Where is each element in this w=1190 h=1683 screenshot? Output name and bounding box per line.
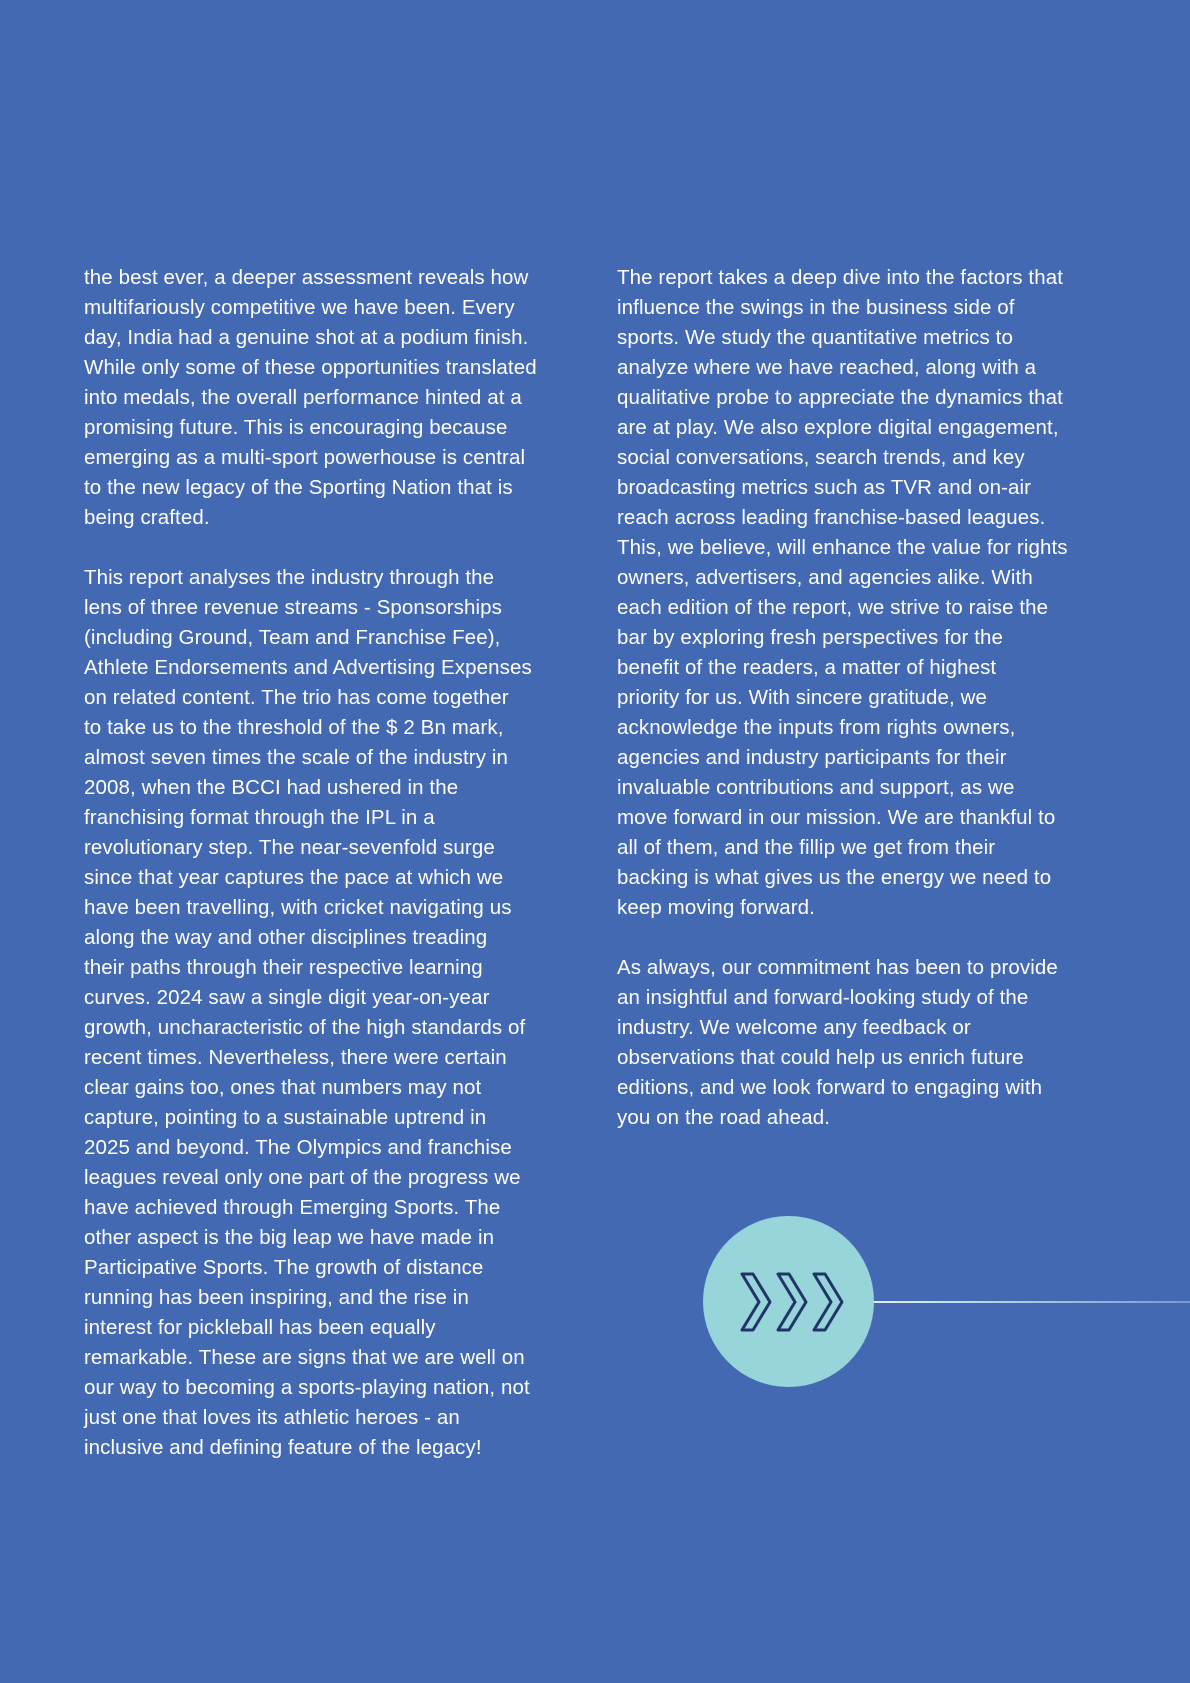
paragraph-revenue-streams: This report analyses the industry through the lens of three revenue streams - Sponsorships (including Ground, Team and Franchise Fee), Athlete Endorsements and Advertising Expenses on related content. The trio has come together to take us to the threshold of the $ 2 Bn mark, almost seven times the scale of the industry in 2008, when the BCCI had ushered in the franchising format through the IPL in a revolutionary step. The near-sevenfold surge since that year captures the pace at which we have been travelling, with cricket navigating us along the way and other disciplines treading their paths through their respective learning curves. 2024 saw a single digit year-on-year growth, uncharacteristic of the high standards of recent times. Nevertheless, there were certain clear gains too, ones that numbers may not capture, pointing to a sustainable uptrend in 2025 and beyond. The Olympics and franchise leagues reveal only one part of the progress we have achieved through Emerging Sports. The other aspect is the big leap we have made in Participative Sports. The growth of distance running has been inspiring, and the rise in interest for pickleball has been equally remarkable. These are signs that we are well on our way to becoming a sports-playing nation, not just one that loves its athletic heroes - an inclusive and defining feature of the legacy! (84, 566, 532, 1459)
right-text-column (617, 263, 1117, 1163)
left-text-column (84, 263, 584, 1493)
next-page-circle (703, 1216, 874, 1387)
triple-chevron-right-icon (736, 1269, 852, 1335)
paragraph-commitment: As always, our commitment has been to provide an insightful and forward-looking study of the industry. We welcome any feedback or observations that could help us enrich future editions, and we look forward to engaging with you on the road ahead. (617, 956, 1058, 1129)
connector-line (874, 1301, 1190, 1303)
paragraph-report-scope: The report takes a deep dive into the factors that influence the swings in the business side of sports. We study the quantitative metrics to analyze where we have reached, along with a qualitative probe to appreciate the dynamics that are at play. We also explore digital engagement, social conversations, search trends, and key broadcasting metrics such as TVR and on-air reach across leading franchise-based leagues. This, we believe, will enhance the value for rights owners, advertisers, and agencies alike. With each edition of the report, we strive to raise the bar by exploring fresh perspectives for the benefit of the readers, a matter of highest priority for us. With sincere gratitude, we acknowledge the inputs from rights owners, agencies and industry participants for their invaluable contributions and support, as we move forward in our mission. We are thankful to all of them, and the fillip we get from their backing is what gives us the energy we need to keep moving forward. (617, 266, 1068, 919)
paragraph-legacy-intro: the best ever, a deeper assessment reveals how multifariously competitive we have been. Every day, India had a genuine shot at a podium finish. While only some of these opportunities translated into medals, the overall performance hinted at a promising future. This is encouraging because emerging as a multi-sport powerhouse is central to the new legacy of the Sporting Nation that is being crafted. (84, 266, 537, 529)
